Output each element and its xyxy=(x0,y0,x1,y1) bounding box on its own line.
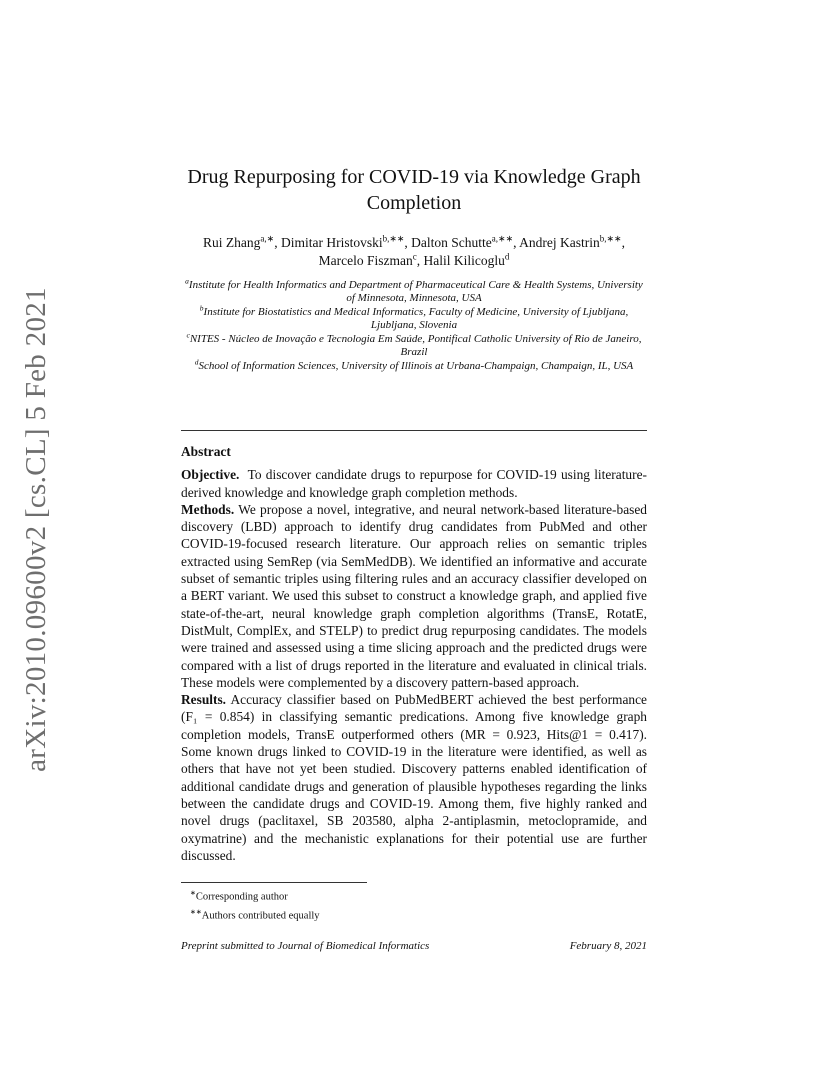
author: Dalton Schutte$^{a,∗∗}$, xyxy=(411,233,520,250)
author: Halil Kilicoglu$^d$ xyxy=(423,251,510,268)
abstract-methods: Methods. We propose a novel, integrative, and neural network-based literature-based discovery (LBD) approach to identify drug candidates from PubMed and other COVID-19-focused research literature. Our approach relies on semantic triples extracted using SemRep (via SemMedDB). We identified an informative and accurate subset of semantic triples using filtering rules and an accuracy classifier developed on a BERT variant. We used this subset to construct a knowledge graph, and applied five state-of-the-art, neural knowledge graph completion algorithms (TransE, RotatE, DistMult, ComplEx, and STELP) to predict drug repurposing candidates. The models were trained and assessed using a time slicing approach and the predicted drugs were compared with a list of drugs reported in the literature and evaluated in clinical trials. These models were complemented by a discovery pattern-based approach. xyxy=(181,501,647,690)
abstract-objective: Objective. To discover candidate drugs to repurpose for COVID-19 using literature-derived knowledge and knowledge graph completion methods. xyxy=(181,467,647,500)
affiliation: $^a$Institute for Health Informatics and Department of Pharmaceutical Care & Health Systems, University of Minnesota, Minnesota, USA xyxy=(185,276,643,305)
footnotes xyxy=(190,886,490,923)
abstract-results: Results. Accuracy classifier based on PubMedBERT achieved the best performance (F₁ = 0.854) in classifying semantic predications. Among five knowledge graph completion models, TransE outperformed others (MR = 0.923, Hits@1 = 0.417). Some known drugs linked to COVID-19 in the literature were identified, as well as others that have not yet been studied. Discovery patterns enabled identification of additional candidate drugs and generation of plausible hypotheses regarding the links between the candidate drugs and COVID-19. Among them, five highly ranked and novel drugs (paclitaxel, SB 203580, alpha 2-antiplasmin, metoclopramide, and oxymatrine) and the mechanistic explanations for their potential use are further discussed. xyxy=(181,692,648,863)
affiliation: $^c$NITES - Núcleo de Inovação e Tecnologia Em Saúde, Pontifical Catholic University of Rio de Janeiro, Brazil xyxy=(186,330,642,359)
footnote: ∗Corresponding author xyxy=(190,889,288,903)
abstract-top-rule xyxy=(181,430,647,431)
abstract xyxy=(181,443,647,864)
footnote: ∗∗Authors contributed equally xyxy=(190,907,320,921)
abstract-heading: Abstract xyxy=(181,444,231,459)
author-list xyxy=(181,234,647,270)
arxiv-side-stamp xyxy=(14,286,58,772)
preprint-note: Preprint submitted to Journal of Biomedical Informatics xyxy=(181,940,430,952)
arxiv-identifier: arXiv:2010.09600v2 [cs.CL] 5 Feb 2021 xyxy=(19,286,52,772)
footer-date: February 8, 2021 xyxy=(569,940,647,952)
affiliation: $^b$Institute for Biostatistics and Medical Informatics, Faculty of Medicine, University of Ljubljana, Ljubljana, Slovenia xyxy=(199,303,629,332)
footnote-rule xyxy=(181,882,367,883)
affiliation: $^d$School of Information Sciences, University of Illinois at Urbana-Champaign, Champaign, IL, USA xyxy=(194,357,634,372)
affiliations xyxy=(181,276,647,373)
paper-title: Drug Repurposing for COVID-19 via Knowledge Graph Completion xyxy=(187,166,641,214)
author: Dimitar Hristovski$^{b,∗∗}$, xyxy=(280,233,412,250)
author: Andrej Kastrin$^{b,∗∗}$, xyxy=(519,233,625,250)
author: Rui Zhang$^{a,∗}$, xyxy=(203,233,281,250)
author: Marcelo Fiszman$^c$, xyxy=(318,251,424,268)
page-footer xyxy=(181,940,647,952)
